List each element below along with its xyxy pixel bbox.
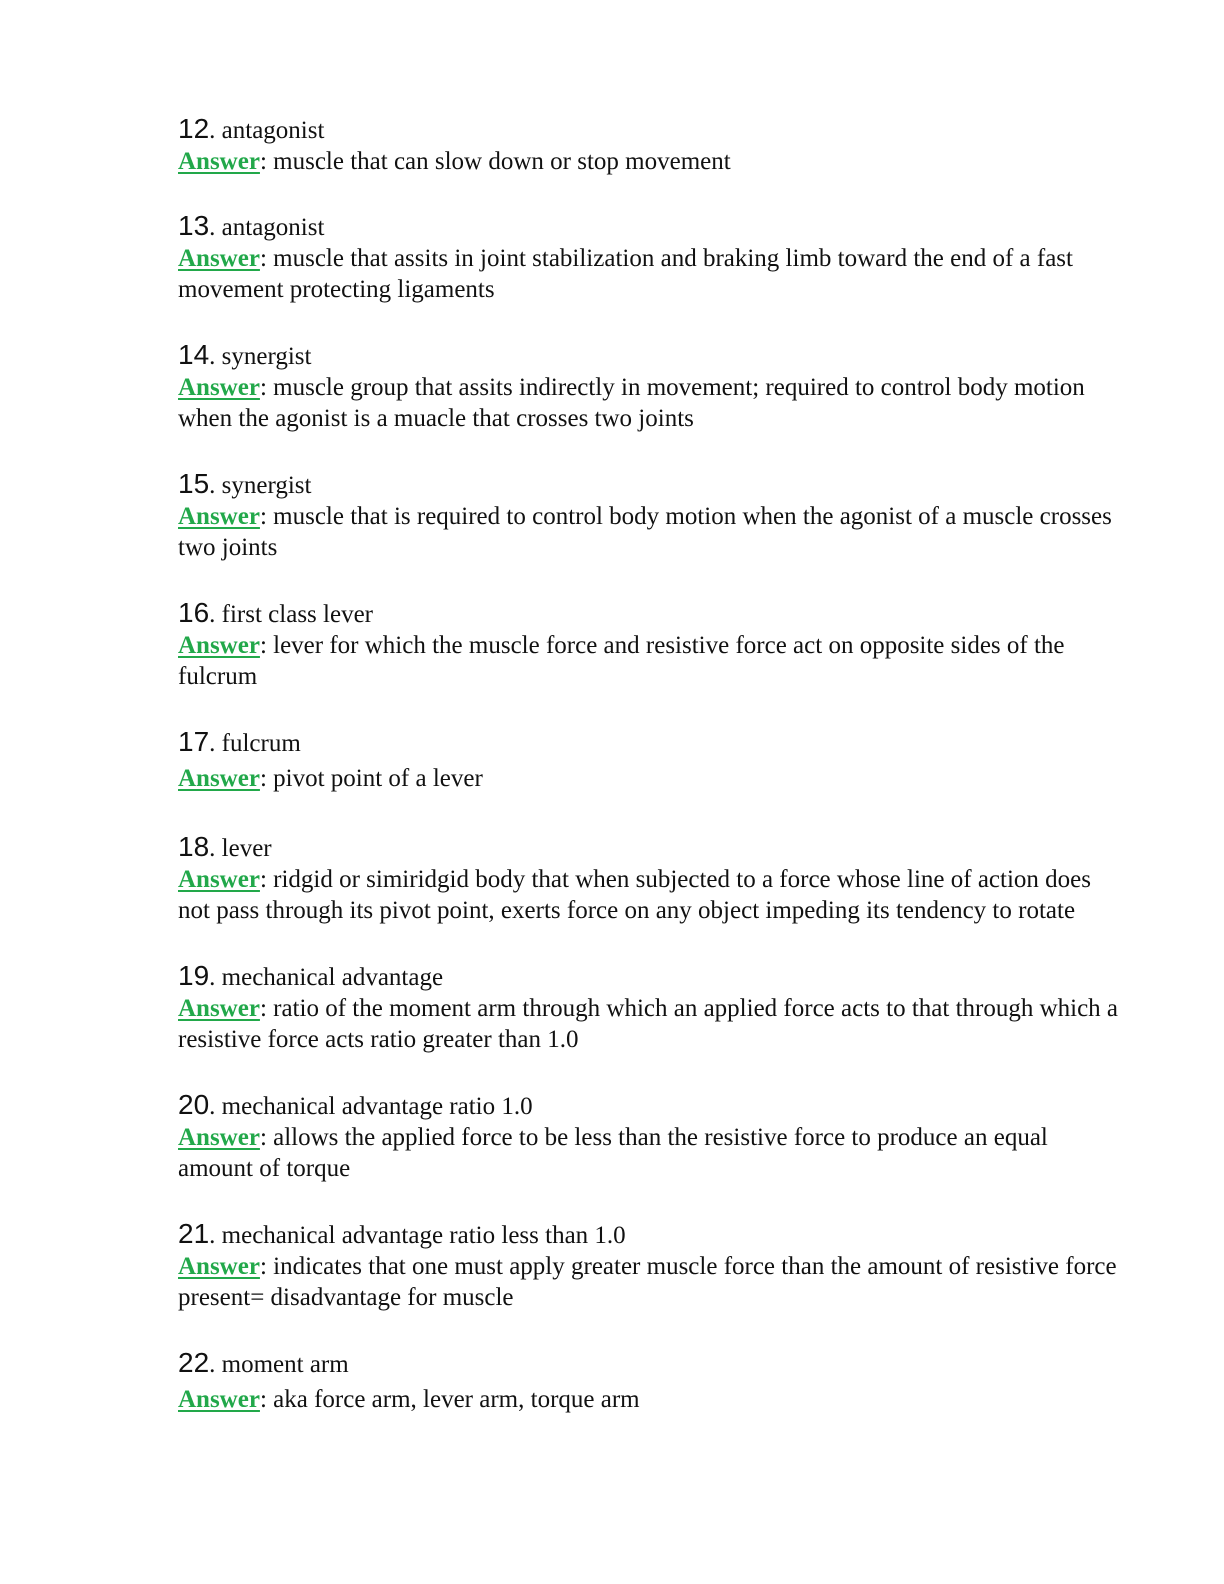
- answer-line: Answer: ridgid or simiridgid body that when subjected to a force whose line of action does not pass through its pivot point, exerts force on any object impeding its tendency to rotate: [178, 866, 1091, 924]
- answer-label: Answer: [178, 1124, 260, 1151]
- term: moment arm: [221, 1351, 349, 1378]
- answer-label: Answer: [178, 765, 260, 792]
- answer-label: Answer: [178, 632, 260, 659]
- answer-line: Answer: lever for which the muscle force and resistive force act on opposite sides of the fulcrum: [178, 632, 1065, 690]
- term-line: 12. antagonist: [178, 113, 325, 144]
- item-number: 13: [178, 210, 210, 241]
- answer-label: Answer: [178, 148, 260, 175]
- qa-item: [178, 211, 1128, 305]
- definition: muscle that assits in joint stabilization and braking limb toward the end of a fast movement protecting ligaments: [178, 245, 1073, 303]
- answer-line: Answer: pivot point of a lever: [178, 765, 483, 792]
- answer-line: Answer: muscle that can slow down or stop movement: [178, 148, 731, 175]
- term: first class lever: [221, 601, 373, 628]
- term: lever: [221, 835, 272, 862]
- term: mechanical advantage ratio less than 1.0: [221, 1222, 626, 1249]
- item-number: 14: [178, 339, 210, 370]
- definition: lever for which the muscle force and resistive force act on opposite sides of the fulcrum: [178, 632, 1065, 690]
- qa-item: [178, 340, 1128, 434]
- term-line: 13. antagonist: [178, 210, 325, 241]
- item-number: 19: [178, 960, 210, 991]
- qa-item: [178, 114, 1128, 177]
- qa-item: [178, 598, 1128, 692]
- answer-line: Answer: muscle group that assits indirectly in movement; required to control body motion when the agonist is a muacle that crosses two joints: [178, 374, 1085, 432]
- definition: ridgid or simiridgid body that when subjected to a force whose line of action does not pass through its pivot point, exerts force on any object impeding its tendency to rotate: [178, 866, 1091, 924]
- answer-line: Answer: indicates that one must apply greater muscle force than the amount of resistive force present= disadvantage for muscle: [178, 1253, 1117, 1311]
- definition: pivot point of a lever: [273, 765, 483, 792]
- qa-item: [178, 1219, 1128, 1313]
- term-line: 16. first class lever: [178, 597, 373, 628]
- definition: indicates that one must apply greater muscle force than the amount of resistive force present= disadvantage for muscle: [178, 1253, 1117, 1311]
- definition: ratio of the moment arm through which an applied force acts to that through which a resistive force acts ratio greater than 1.0: [178, 995, 1119, 1053]
- answer-line: Answer: muscle that assits in joint stabilization and braking limb toward the end of a fast movement protecting ligaments: [178, 245, 1073, 303]
- qa-item: [178, 727, 1128, 794]
- answer-label: Answer: [178, 1386, 260, 1413]
- answer-line: Answer: ratio of the moment arm through which an applied force acts to that through which a resistive force acts ratio greater than 1.0: [178, 995, 1119, 1053]
- answer-line: Answer: allows the applied force to be less than the resistive force to produce an equal amount of torque: [178, 1124, 1048, 1182]
- definition: muscle that can slow down or stop movement: [273, 148, 731, 175]
- item-number: 12: [178, 113, 210, 144]
- answer-line: Answer: muscle that is required to control body motion when the agonist of a muscle crosses two joints: [178, 503, 1112, 561]
- answer-label: Answer: [178, 1253, 260, 1280]
- item-number: 18: [178, 831, 210, 862]
- term-line: 17. fulcrum: [178, 726, 301, 757]
- term: mechanical advantage: [221, 964, 444, 991]
- term-line: 22. moment arm: [178, 1347, 349, 1378]
- term: antagonist: [221, 117, 325, 144]
- definition: aka force arm, lever arm, torque arm: [273, 1386, 640, 1413]
- answer-label: Answer: [178, 374, 260, 401]
- term-line: 15. synergist: [178, 468, 312, 499]
- qa-item: [178, 832, 1128, 926]
- item-number: 15: [178, 468, 210, 499]
- answer-line: Answer: aka force arm, lever arm, torque arm: [178, 1386, 640, 1413]
- answer-label: Answer: [178, 866, 260, 893]
- term-line: 14. synergist: [178, 339, 312, 370]
- answer-label: Answer: [178, 245, 260, 272]
- item-number: 21: [178, 1218, 210, 1249]
- item-number: 22: [178, 1347, 210, 1378]
- term: synergist: [221, 472, 312, 499]
- qa-item: [178, 1090, 1128, 1184]
- term-line: 21. mechanical advantage ratio less than 1.0: [178, 1218, 626, 1249]
- item-number: 16: [178, 597, 210, 628]
- definition: muscle group that assits indirectly in movement; required to control body motion when the agonist is a muacle that crosses two joints: [178, 374, 1085, 432]
- term: antagonist: [221, 214, 325, 241]
- qa-item: [178, 961, 1128, 1055]
- answer-label: Answer: [178, 995, 260, 1022]
- definition: allows the applied force to be less than the resistive force to produce an equal amount of torque: [178, 1124, 1048, 1182]
- answer-label: Answer: [178, 503, 260, 530]
- qa-item: [178, 469, 1128, 563]
- item-number: 20: [178, 1089, 210, 1120]
- term: fulcrum: [221, 730, 301, 757]
- term: synergist: [221, 343, 312, 370]
- definition: muscle that is required to control body motion when the agonist of a muscle crosses two joints: [178, 503, 1112, 561]
- qa-item: [178, 1348, 1128, 1415]
- document-page: [178, 114, 1128, 1415]
- term: mechanical advantage ratio 1.0: [221, 1093, 533, 1120]
- term-line: 18. lever: [178, 831, 272, 862]
- term-line: 19. mechanical advantage: [178, 960, 444, 991]
- term-line: 20. mechanical advantage ratio 1.0: [178, 1089, 533, 1120]
- item-number: 17: [178, 726, 210, 757]
